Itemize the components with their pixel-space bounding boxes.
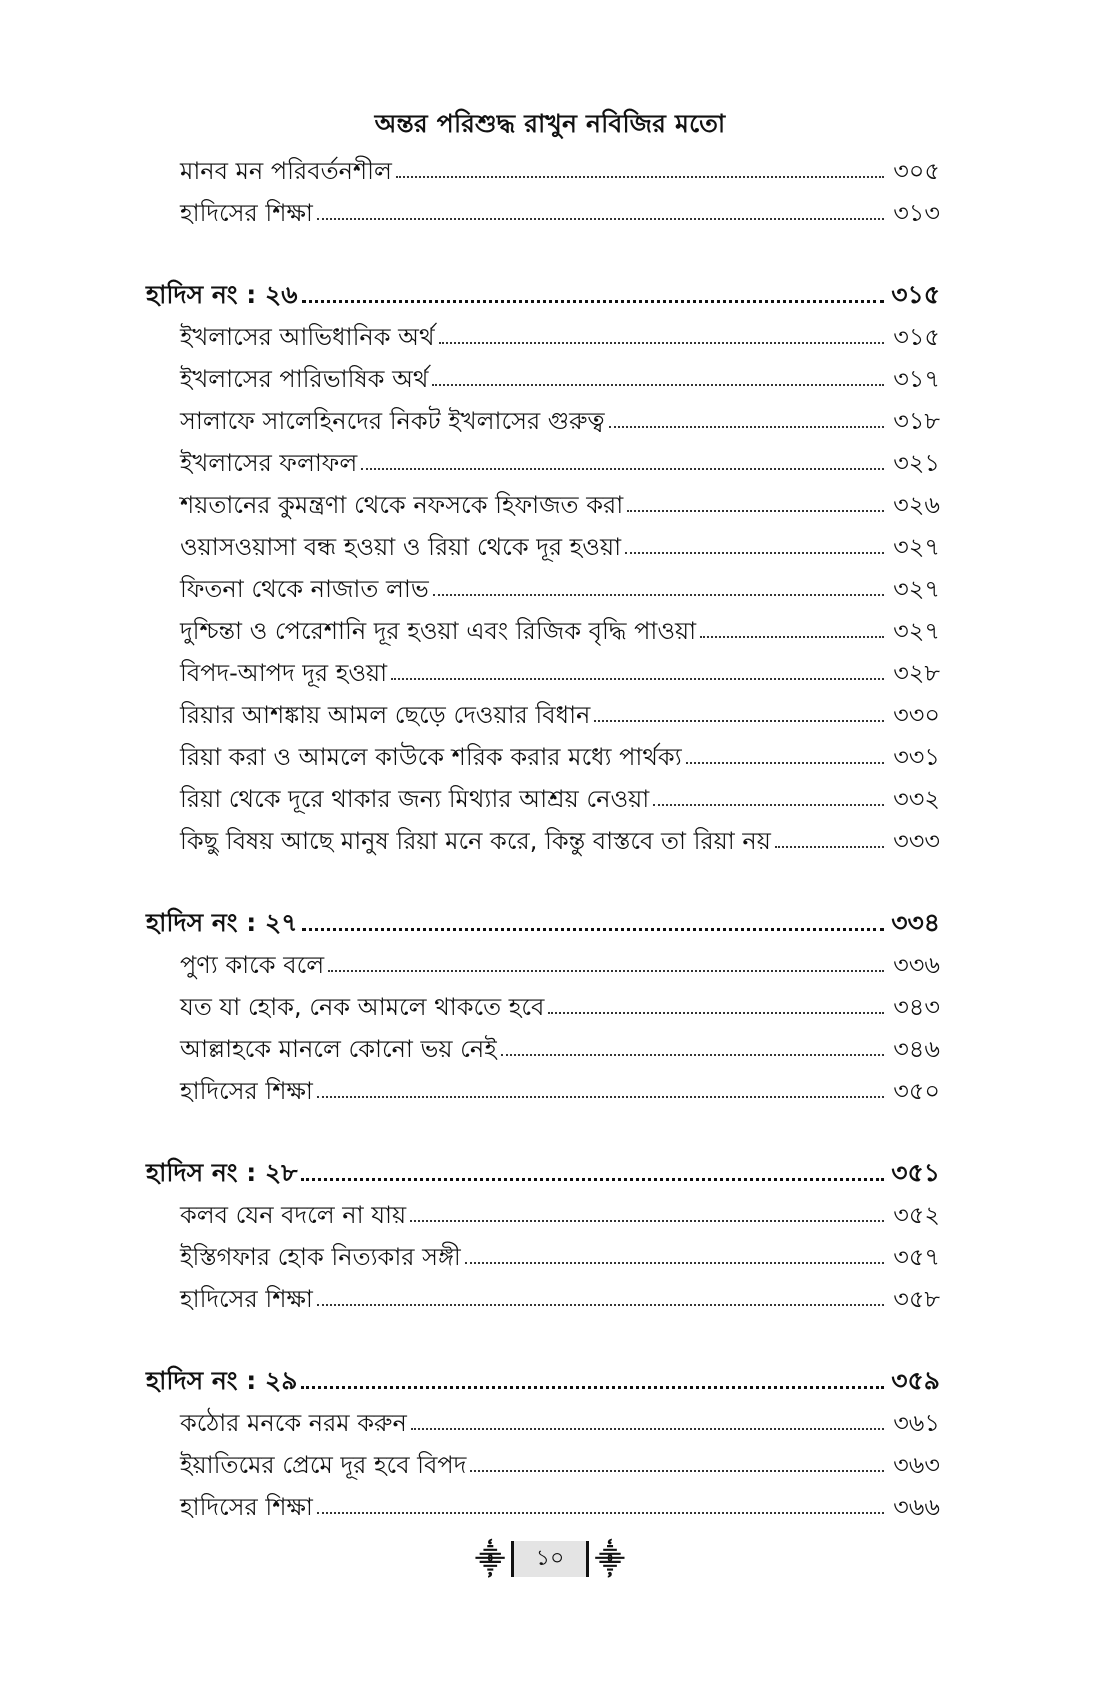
dot-leader [317,218,884,220]
toc-entry-title: কিছু বিষয় আছে মানুষ রিয়া মনে করে, কিন্তু বাস্তবে তা রিয়া নয় [180,827,771,855]
section-gap [0,1320,1100,1360]
section-gap [0,1112,1100,1152]
toc-entry [0,484,940,526]
toc-entry-page: ৩৫২ [893,1201,940,1229]
toc-entry [0,1486,940,1528]
toc-entry [0,526,940,568]
toc-entry-title: শয়তানের কুমন্ত্রণা থেকে নফসকে হিফাজত করা [180,491,624,519]
toc-entry-page: ৩৪৬ [893,1035,940,1063]
section-heading-title: হাদিস নং : ২৭ [146,908,298,937]
toc-entry-title: যত যা হোক, নেক আমলে থাকতে হবে [180,993,545,1021]
toc-entry [0,610,940,652]
dot-leader [501,1054,884,1056]
toc-entry-page: ৩৫০ [893,1077,940,1105]
toc-entry-page: ৩৬৬ [893,1493,940,1521]
toc-entry-title: সালাফে সালেহিনদের নিকট ইখলাসের গুরুত্ব [180,407,605,435]
toc-entry-title: ইস্তিগফার হোক নিত্যকার সঙ্গী [180,1243,461,1271]
toc-entry-page: ৩২৬ [893,491,940,519]
section-gap [0,862,1100,902]
section-heading-title: হাদিস নং : ২৬ [146,280,298,309]
toc-entry-title: হাদিসের শিক্ষা [180,1077,313,1105]
toc-entry-page: ৩৩০ [893,701,940,729]
toc-entry-title: হাদিসের শিক্ষা [180,1493,313,1521]
toc-entry-title: ইয়াতিমের প্রেমে দূর হবে বিপদ [180,1451,467,1479]
dot-leader [302,928,885,931]
dot-leader [609,426,884,428]
toc-entry-title: বিপদ-আপদ দূর হওয়া [180,659,388,687]
dot-leader [625,552,884,554]
toc-entry-title: ইখলাসের পারিভাষিক অর্থ [180,365,429,393]
dot-leader [594,720,884,722]
toc-entry [0,1028,940,1070]
toc-entry [0,1402,940,1444]
toc-entry-page: ৩১৩ [893,199,940,227]
dot-leader [653,804,884,806]
toc-entry-page: ৩২৮ [893,659,940,687]
toc-entry [0,736,940,778]
section-heading-title: হাদিস নং : ২৯ [146,1366,298,1395]
toc-entry-title: ইখলাসের আভিধানিক অর্থ [180,323,435,351]
toc-entry-page: ৩১৭ [893,365,940,393]
toc-entry [0,652,940,694]
toc-entry [0,192,940,234]
dot-leader [391,678,884,680]
toc-entry [0,568,940,610]
toc-entry-page: ৩৬৩ [893,1451,940,1479]
toc-entry-title: দুশ্চিন্তা ও পেরেশানি দূর হওয়া এবং রিজিক বৃদ্ধি পাওয়া [180,617,697,645]
toc-entry-title: আল্লাহকে মানলে কোনো ভয় নেই [180,1035,497,1063]
toc-entry-title: রিয়ার আশঙ্কায় আমল ছেড়ে দেওয়ার বিধান [180,701,591,729]
toc-section-heading [0,274,940,316]
toc-entry-page: ৩৩৬ [893,951,940,979]
toc-entry [0,442,940,484]
toc-entry-page: ৩৬১ [893,1409,940,1437]
toc-entry [0,694,940,736]
toc-entry-page: ৩৩১ [893,743,940,771]
toc-entry [0,944,940,986]
page-number: ১০ [511,1541,590,1577]
toc-entry-title: হাদিসের শিক্ষা [180,199,313,227]
toc-entry [0,986,940,1028]
section-heading-page: ৩৫৯ [891,1366,940,1395]
toc-entry-page: ৩৫৮ [893,1285,940,1313]
dot-leader [548,1012,884,1014]
toc-entry-page: ৩১৫ [893,323,940,351]
toc-entry [0,778,940,820]
running-header: অন্তর পরিশুদ্ধ রাখুন নবিজির মতো [374,109,726,138]
dot-leader [686,762,884,764]
dot-leader [700,636,884,638]
dot-leader [432,384,884,386]
section-gap [0,234,1100,274]
toc-entry-title: রিয়া থেকে দূরে থাকার জন্য মিথ্যার আশ্রয় নেওয়া [180,785,650,813]
toc-entry-page: ৩১৮ [893,407,940,435]
toc-section-heading [0,1360,940,1402]
dot-leader [301,1178,884,1181]
dot-leader [410,1220,884,1222]
toc-entry-title: কঠোর মনকে নরম করুন [180,1409,407,1437]
ornament-left-icon: ⸎ [475,1543,505,1576]
dot-leader [317,1304,884,1306]
toc-entry-title: পুণ্য কাকে বলে [180,951,325,979]
toc-entry-title: হাদিসের শিক্ষা [180,1285,313,1313]
toc-entry [0,400,940,442]
dot-leader [411,1428,884,1430]
dot-leader [627,510,884,512]
dot-leader [361,468,884,470]
section-heading-page: ৩৩৪ [891,908,940,937]
ornament-right-icon: ⸎ [595,1543,625,1576]
dot-leader [396,176,884,178]
section-heading-page: ৩৫১ [891,1158,940,1187]
toc-entry [0,358,940,400]
toc-entry-page: ৩৫৭ [893,1243,940,1271]
section-heading-page: ৩১৫ [891,280,940,309]
toc-entry [0,316,940,358]
table-of-contents [0,150,1100,1528]
toc-entry-title: মানব মন পরিবর্তনশীল [180,157,392,185]
toc-entry [0,820,940,862]
toc-entry-page: ৩২৭ [893,533,940,561]
dot-leader [465,1262,884,1264]
toc-entry-page: ৩৪৩ [893,993,940,1021]
toc-entry-page: ৩২১ [893,449,940,477]
toc-entry [0,1194,940,1236]
toc-entry [0,1236,940,1278]
dot-leader [317,1096,884,1098]
toc-section-heading [0,902,940,944]
dot-leader [470,1470,884,1472]
toc-entry [0,150,940,192]
toc-entry [0,1278,940,1320]
dot-leader [302,300,885,303]
toc-entry [0,1070,940,1112]
toc-section-heading [0,1152,940,1194]
section-heading-title: হাদিস নং : ২৮ [146,1158,298,1187]
dot-leader [301,1386,884,1389]
toc-entry-title: রিয়া করা ও আমলে কাউকে শরিক করার মধ্যে পার্থক্য [180,743,682,771]
toc-entry-title: ফিতনা থেকে নাজাত লাভ [180,575,429,603]
toc-entry-title: ইখলাসের ফলাফল [180,449,358,477]
toc-entry-page: ৩৩৩ [893,827,940,855]
dot-leader [433,594,884,596]
dot-leader [439,342,884,344]
toc-entry-page: ৩২৭ [893,617,940,645]
toc-entry-page: ৩২৭ [893,575,940,603]
dot-leader [317,1512,884,1514]
toc-entry [0,1444,940,1486]
dot-leader [775,846,884,848]
toc-entry-title: কলব যেন বদলে না যায় [180,1201,407,1229]
toc-entry-title: ওয়াসওয়াসা বন্ধ হওয়া ও রিয়া থেকে দূর হওয়া [180,533,622,561]
toc-entry-page: ৩০৫ [893,157,940,185]
toc-entry-page: ৩৩২ [893,785,940,813]
page-footer [0,1540,1100,1578]
dot-leader [328,970,884,972]
